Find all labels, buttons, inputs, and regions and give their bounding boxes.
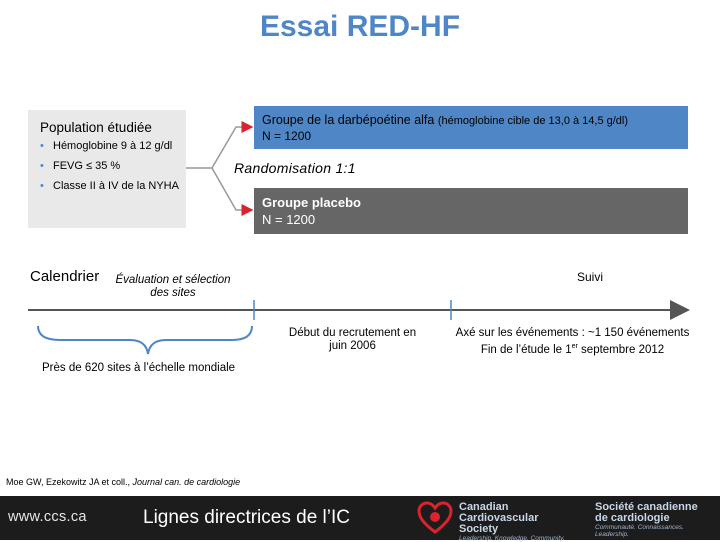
group-alfa-detail: (hémoglobine cible de 13,0 à 14,5 g/dl): [437, 115, 629, 127]
group-alfa-label: Groupe de la darbépoétine alfa: [262, 113, 435, 127]
logo-en: [459, 502, 589, 542]
group-placebo-label: Groupe placebo: [262, 195, 361, 210]
footer-website[interactable]: www.ccs.ca: [8, 509, 87, 525]
reference: [6, 477, 240, 487]
timeline-axe-line1: Axé sur les événements : ~1 150 événements: [455, 327, 690, 339]
sites-brace: [38, 326, 252, 354]
page-title: Essai RED-HF: [259, 10, 461, 43]
timeline-label: Calendrier: [30, 268, 100, 285]
reference-authors: Moe GW, Ezekowitz JA et coll.,: [6, 477, 133, 487]
timeline-axe-line2-post: septembre 2012: [577, 343, 665, 356]
population-item: • Hémoglobine 9 à 12 g/dl: [40, 140, 184, 153]
population-item: • Classe II à IV de la NYHA: [40, 180, 184, 193]
footer-bar: [0, 496, 720, 540]
population-item: • FEVG ≤ 35 %: [40, 160, 184, 173]
group-placebo-box: [254, 188, 688, 234]
population-title: Population étudiée: [40, 120, 152, 135]
timeline-debut: Début du recrutement en juin 2006: [288, 327, 417, 352]
population-box: [28, 110, 186, 228]
timeline-sites: Près de 620 sites à l’échelle mondiale: [42, 362, 236, 374]
population-list: [40, 140, 184, 200]
timeline-axe-line2: [440, 340, 705, 357]
randomisation-label: Randomisation 1:1: [234, 160, 356, 176]
group-alfa-n: N = 1200: [262, 129, 312, 143]
logo-en-line1: Canadian Cardiovascular: [459, 501, 539, 524]
logo-fr: [595, 502, 717, 538]
footer-title: Lignes directrices de l’IC: [143, 507, 350, 528]
ccs-heart-logo-icon: [417, 501, 453, 535]
group-placebo-n: N = 1200: [262, 212, 316, 227]
timeline-axe-line2-sup: er: [571, 343, 578, 350]
timeline-axe-line2-pre: Fin de l’étude le 1: [480, 343, 572, 356]
timeline-axe: [440, 327, 705, 357]
reference-journal: Journal can. de cardiologie: [132, 477, 241, 487]
logo-en-tag: Leadership. Knowledge. Community.: [459, 535, 565, 542]
group-alfa-box: [254, 106, 688, 149]
logo-en-line2: Society: [459, 523, 499, 535]
timeline-evaluation: Évaluation et sélection des sites: [115, 274, 231, 299]
logo-fr-tag: Communauté. Connaissances. Leadership.: [595, 524, 684, 538]
group-alfa-label-line: [262, 113, 628, 127]
logo-fr-line2: de cardiologie: [595, 512, 670, 524]
timeline-suivi: Suivi: [576, 270, 603, 284]
logo-fr-line1: Société canadienne: [595, 501, 698, 513]
